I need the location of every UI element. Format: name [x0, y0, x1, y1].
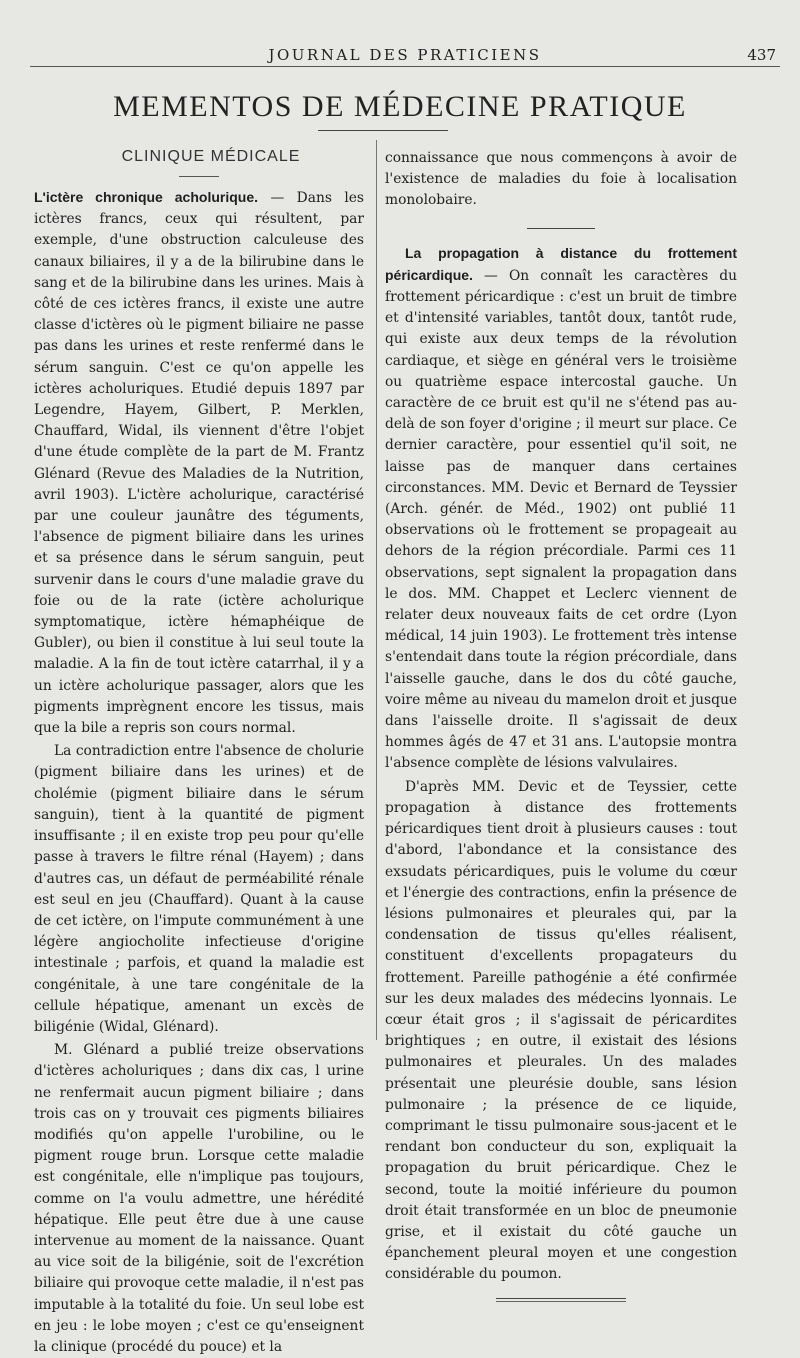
article-divider	[527, 228, 595, 229]
page-number: 437	[747, 46, 776, 64]
section-divider	[179, 176, 219, 177]
right-column	[385, 148, 737, 1302]
continuation-paragraph: connaissance que nous commençons à avoir de l'existence de maladies du foie à localisation monolobaire.	[385, 150, 737, 209]
end-divider	[496, 1298, 626, 1302]
paragraph-text: — Dans les ictères francs, ceux qui résultent, par exemple, d'une obstruction calculeuse des canaux biliaires, il y a de la bilirubine dans le sang et de la bilirubine dans les urines. Mais à côté de ces ictères francs, il existe une autre classe d'ictères où le pigment biliaire ne passe pas dans les urines et reste renfermé dans le sérum sanguin. C'est ce qu'on appelle les ictères acholuriques. Etudié depuis 1897 par Legendre, Hayem, Gilbert, P. Merklen, Chauffard, Widal, ils viennent d'être l'objet d'une étude complète de la part de M. Frantz Glénard (Revue des Maladies de la Nutrition, avril 1903). L'ictère acholurique, caractérisé par une couleur jaunâtre des téguments, l'absence de pigment biliaire dans les urines et sa présence dans le sérum sanguin, peut survenir dans le cours d'une maladie grave du foie ou de la rate (ictère acholurique symptomatique, ictère hémaphéique de Gubler), ou bien il constitue à lui seul toute la maladie. A la fin de tout ictère catarrhal, il y a un ictère acholurique passager, alors que les pigments imprègnent encore les tissus, mais que la bile a repris son cours normal.	[34, 190, 365, 737]
column-divider	[376, 140, 377, 1040]
article-heading: La propagation à distance du frottement péricardique.	[385, 244, 737, 283]
paragraph-text: — On connaît les caractères du frottement péricardique : c'est un bruit de timbre et d'intensité variables, tantôt doux, tantôt rude, qui existe aux deux temps de la révolution cardiaque, et siège en général vers le troisième ou quatrième espace intercostal gauche. Un caractère de ce bruit est qu'il ne s'étend pas au-delà de son foyer d'origine ; il meurt sur place. Ce dernier caractère, pour essentiel qu'il soit, ne laisse pas de manquer dans certaines circonstances. MM. Devic et Bernard de Teyssier (Arch. génér. de Méd., 1902) ont publié 11 observations où le frottement se propageait au dehors de la région précordiale. Parmi ces 11 observations, sept signalent la propagation dans le dos. MM. Chappet et Leclerc viennent de relater deux nouveaux faits de cet ordre (Lyon médical, 14 juin 1903). Le frottement très intense s'entendait dans toute la région précordiale, dans l'aisselle gauche, dans le dos du côté gauche, voire même au niveau du mamelon droit et jusque dans l'aisselle droite. Il s'agissait de deux hommes âgés de 47 et 31 ans. L'autopsie montra l'absence complète de lésions valvulaires.	[385, 267, 738, 772]
left-column	[34, 148, 365, 1358]
running-header	[30, 44, 780, 67]
title-divider	[318, 130, 448, 131]
article-paragraph: M. Glénard a publié treize observations d'ictères acholuriques ; dans dix cas, l urine ne renfermait aucun pigment biliaire ; dans trois cas on y trouvait ces pigments biliaires modifiés qu'on appelle l'urobiline, ou le pigment rouge brun. Lorsque cette maladie est congénitale, elle n'implique pas toujours, comme on l'a voulu admettre, une hérédité hépatique. Elle peut être due à une cause intervenue au moment de la naissance. Quant au vice soit de la biligénie, soit de l'excrétion biliaire qui provoque cette maladie, il n'est pas imputable à la totalité du foie. Un seul lobe est en jeu : le lobe moyen ; c'est ce qu'enseignent la clinique (procédé du pouce) et la	[34, 1042, 364, 1355]
article-paragraph: La contradiction entre l'absence de cholurie (pigment biliaire dans les urines) et de cholémie (pigment biliaire dans le sérum sanguin), tient à la quantité de pigment insuffisante ; il en existe trop peu pour qu'elle passe à travers le filtre rénal (Hayem) ; dans d'autres cas, un défaut de perméabilité rénale est seul en jeu (Chauffard). Quant à la cause de cet ictère, on l'impute communément à une légère angiocholite infectieuse d'origine intestinale ; parfois, et quand la maladie est congénitale, à une tare congénitale de la cellule hépatique, amenant un excès de biligénie (Widal, Glénard).	[34, 743, 364, 1035]
running-title: JOURNAL DES PRATICIENS	[268, 46, 542, 64]
page-title: MEMENTOS DE MÉDECINE PRATIQUE	[113, 90, 687, 123]
article-paragraph: D'après MM. Devic et de Teyssier, cette propagation à distance des frottements péricardiques tient droit à plusieurs causes : tout d'abord, l'abondance et la consistance des exsudats péricardiques, puis le volume du cœur et l'énergie des contractions, enfin la présence de lésions pulmonaires et pleurales qui, par la condensation de tissus qu'elles réalisent, constituent d'excellents propagateurs du frottement. Pareille pathogénie a été confirmée sur les deux malades des médecins lyonnais. Le cœur était gros ; il s'agissait de péricardites brightiques ; en outre, il existait des lésions pulmonaires et pleurales. Un des malades présentait une pleurésie double, sans lésion pulmonaire ; la présence de ce liquide, comprimant le tissu pulmonaire sous-jacent et le rendant bon conducteur du son, expliquait la propagation du bruit péricardique. Chez le second, toute la moitié inférieure du poumon droit était transformée en un bloc de pneumonie grise, et il existait du côté gauche un épanchement pleural moyen et une congestion considérable du poumon.	[385, 778, 737, 1283]
article-paragraph	[385, 243, 737, 775]
article-heading: L'ictère chronique acholurique.	[34, 189, 259, 205]
article-paragraph	[34, 187, 364, 739]
section-heading: CLINIQUE MÉDICALE	[121, 148, 301, 165]
